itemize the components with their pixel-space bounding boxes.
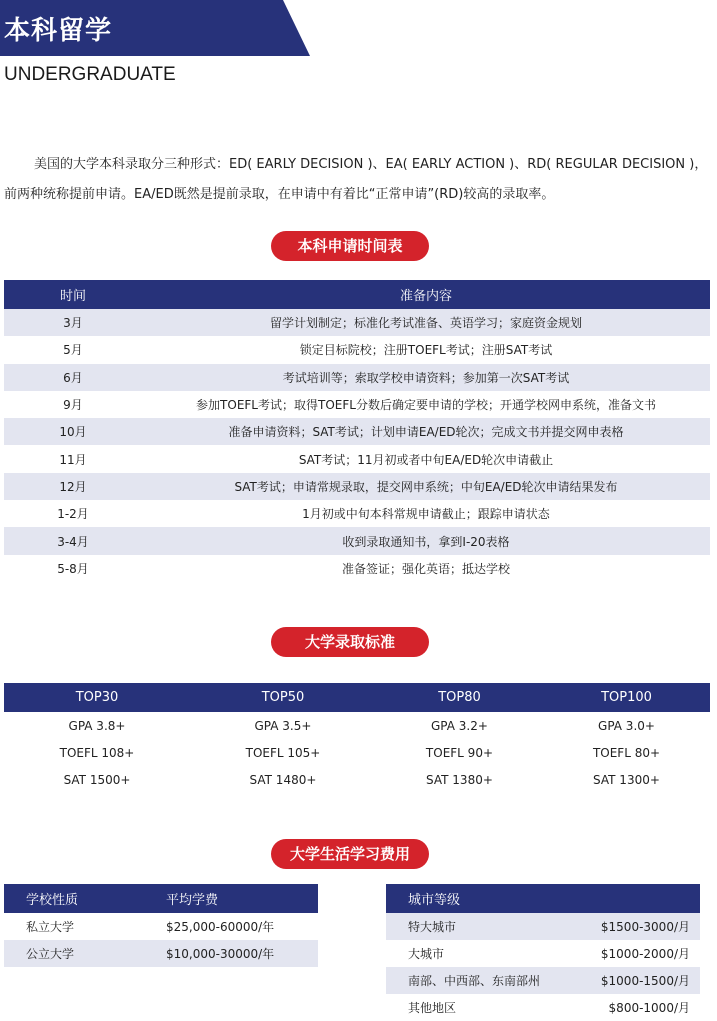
schedule-row-cell: 6月 bbox=[4, 364, 142, 391]
schedule-row bbox=[4, 500, 710, 527]
schedule-row-cell: 5月 bbox=[63, 343, 83, 358]
page-subtitle: UNDERGRADUATE bbox=[4, 64, 176, 85]
admission-row-cell: SAT 1500+ bbox=[4, 766, 190, 793]
living-header-row bbox=[386, 884, 700, 913]
admission-row-cell: SAT 1380+ bbox=[376, 766, 543, 793]
admission-pill: 大学录取标准 bbox=[271, 627, 429, 657]
living-row bbox=[386, 913, 700, 940]
admission-row-cell: TOEFL 90+ bbox=[376, 739, 543, 766]
admission-row-cell: GPA 3.8+ bbox=[4, 712, 190, 739]
schedule-row bbox=[4, 364, 710, 391]
schedule-row-cell: 准备申请资料；SAT考试；计划申请EA/ED轮次；完成文书并提交网申表格 bbox=[142, 418, 710, 445]
schedule-pill: 本科申请时间表 bbox=[271, 231, 429, 261]
schedule-row bbox=[4, 391, 710, 418]
schedule-row bbox=[4, 473, 710, 500]
admission-row-cell: GPA 3.5+ bbox=[190, 712, 376, 739]
schedule-row bbox=[4, 418, 710, 445]
schedule-row bbox=[4, 336, 710, 363]
admission-header-top50: TOP50 bbox=[190, 683, 376, 712]
tuition-row bbox=[4, 940, 318, 967]
schedule-table bbox=[4, 280, 710, 582]
schedule-row-cell: 1月初或中旬本科常规申请截止；跟踪申请状态 bbox=[302, 507, 550, 522]
schedule-row-cell: 11月 bbox=[59, 452, 87, 467]
schedule-row-cell: SAT考试；11月初或者中旬EA/ED轮次申请截止 bbox=[298, 452, 554, 467]
living-row-cell: $1000-2000/月 bbox=[600, 947, 690, 961]
schedule-row-cell: 锁定目标院校；注册TOEFL考试；注册SAT考试 bbox=[299, 343, 553, 358]
tuition-header-row bbox=[4, 884, 318, 913]
schedule-header-time: 时间 bbox=[4, 280, 142, 309]
schedule-row bbox=[4, 555, 710, 582]
schedule-row-cell: 3月 bbox=[4, 309, 142, 336]
schedule-row bbox=[4, 445, 710, 472]
admission-header-row bbox=[4, 683, 710, 712]
living-header-city: 城市等级 bbox=[386, 884, 586, 913]
admission-row bbox=[4, 712, 710, 739]
tuition-row-cell: 私立大学 bbox=[26, 920, 75, 934]
living-row bbox=[386, 994, 700, 1021]
schedule-row-cell: 12月 bbox=[4, 473, 142, 500]
schedule-row-cell: 考试培训等；索取学校申请资料；参加第一次SAT考试 bbox=[142, 364, 710, 391]
tuition-header-type: 学校性质 bbox=[4, 884, 144, 913]
living-row bbox=[386, 940, 700, 967]
admission-row-cell: SAT 1480+ bbox=[190, 766, 376, 793]
living-row bbox=[386, 967, 700, 994]
schedule-row-cell: 9月 bbox=[63, 398, 83, 413]
admission-row-cell: GPA 3.2+ bbox=[376, 712, 543, 739]
schedule-header-content: 准备内容 bbox=[142, 280, 710, 309]
schedule-row-cell: 3-4月 bbox=[4, 527, 142, 554]
admission-table bbox=[4, 683, 710, 793]
schedule-row-cell: 参加TOEFL考试；取得TOEFL分数后确定要申请的学校；开通学校网申系统，准备文书 bbox=[196, 398, 656, 413]
schedule-row bbox=[4, 309, 710, 336]
schedule-row bbox=[4, 527, 710, 554]
tuition-row-cell: $10,000-30000/年 bbox=[144, 940, 318, 967]
schedule-header-row bbox=[4, 280, 710, 309]
living-row-cell: 大城市 bbox=[408, 947, 445, 961]
schedule-row-cell: 准备签证；强化英语；抵达学校 bbox=[341, 561, 510, 576]
tuition-header-fee: 平均学费 bbox=[144, 884, 318, 913]
schedule-row-cell: SAT考试；申请常规录取，提交网申系统；中旬EA/ED轮次申请结果发布 bbox=[142, 473, 710, 500]
living-row-cell: $1000-1500/月 bbox=[586, 967, 700, 994]
tuition-table bbox=[4, 884, 318, 967]
living-cost-table bbox=[386, 884, 700, 1021]
admission-row bbox=[4, 739, 710, 766]
living-header-cost bbox=[586, 884, 700, 913]
tuition-row bbox=[4, 913, 318, 940]
admission-row-cell: TOEFL 108+ bbox=[4, 739, 190, 766]
admission-row-cell: SAT 1300+ bbox=[543, 766, 710, 793]
schedule-row-cell: 留学计划制定；标准化考试准备、英语学习；家庭资金规划 bbox=[142, 309, 710, 336]
admission-header-top80: TOP80 bbox=[376, 683, 543, 712]
schedule-row-cell: 1-2月 bbox=[57, 507, 89, 522]
admission-header-top30: TOP30 bbox=[4, 683, 190, 712]
admission-header-top100: TOP100 bbox=[543, 683, 710, 712]
schedule-row-cell: 收到录取通知书，拿到I-20表格 bbox=[142, 527, 710, 554]
costs-pill: 大学生活学习费用 bbox=[271, 839, 429, 869]
living-row-cell: $1500-3000/月 bbox=[586, 913, 700, 940]
schedule-row-cell: 5-8月 bbox=[57, 561, 89, 576]
living-row-cell: 特大城市 bbox=[386, 913, 586, 940]
tuition-row-cell: $25,000-60000/年 bbox=[166, 920, 275, 934]
page-title: 本科留学 bbox=[4, 16, 113, 46]
admission-row-cell: TOEFL 80+ bbox=[543, 739, 710, 766]
admission-row-cell: TOEFL 105+ bbox=[190, 739, 376, 766]
admission-row bbox=[4, 766, 710, 793]
living-row-cell: 其他地区 bbox=[408, 1001, 457, 1015]
tuition-row-cell: 公立大学 bbox=[4, 940, 144, 967]
admission-row-cell: GPA 3.0+ bbox=[543, 712, 710, 739]
schedule-row-cell: 10月 bbox=[4, 418, 142, 445]
living-row-cell: 南部、中西部、东南部州 bbox=[386, 967, 586, 994]
living-row-cell: $800-1000/月 bbox=[608, 1001, 690, 1015]
intro-paragraph: 美国的大学本科录取分三种形式：ED( EARLY DECISION )、EA( EARLY ACTION )、RD( REGULAR DECISION )，前两种统称提前申请。EA/ED既然是提前录取，在申请中有着比“正常申请”(RD)较高的录取率。 bbox=[4, 157, 708, 202]
